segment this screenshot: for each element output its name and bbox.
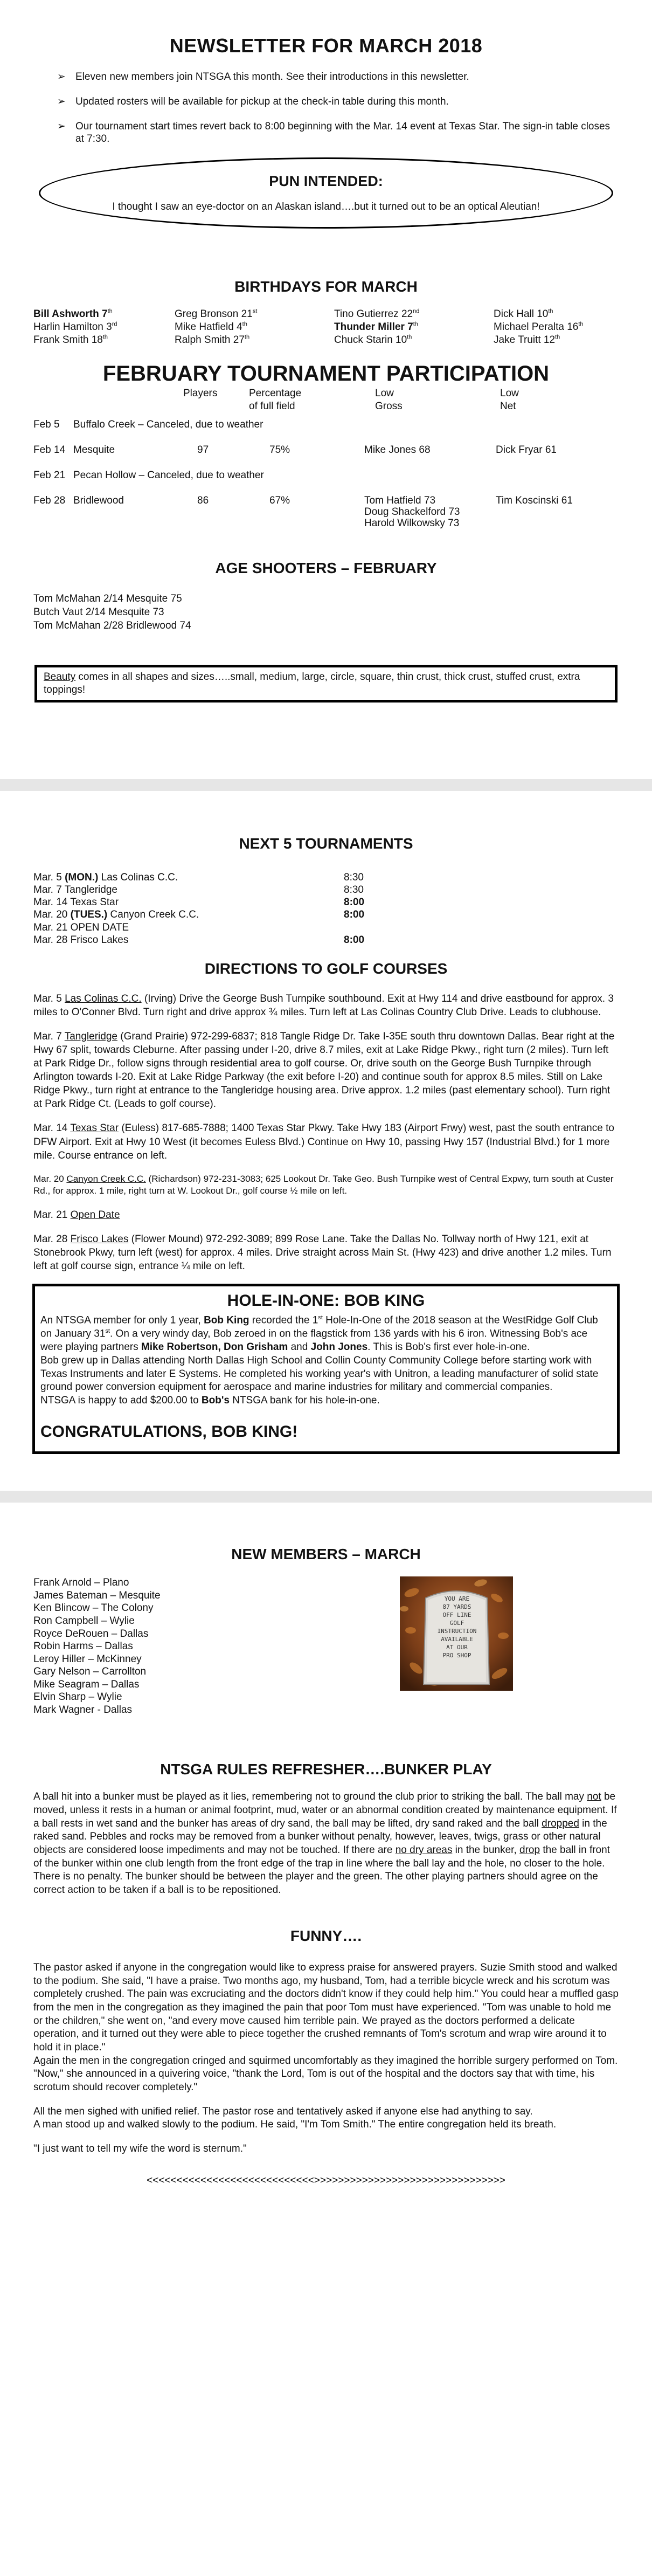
course-name: Canyon Creek C.C. — [66, 1173, 146, 1184]
schedule-day: (TUES.) — [70, 909, 108, 921]
birthday-name: Tino Gutierrez 22 — [334, 308, 413, 320]
row-date: Feb 14 — [33, 444, 66, 456]
birthday-entry — [33, 321, 175, 334]
row-date: Feb 21 — [33, 470, 66, 481]
sign-line: GOLF — [449, 1620, 464, 1627]
age-shooter-line: Butch Vaut 2/14 Mesquite 73 — [33, 606, 164, 618]
row-low-gross: Tom Hatfield 73 — [364, 495, 436, 507]
hole-in-one-para-3: NTSGA is happy to add $200.00 to Bob's NTSGA bank for his hole-in-one. — [40, 1395, 380, 1407]
sign-line: INSTRUCTION — [437, 1628, 477, 1635]
new-members-list — [33, 1576, 619, 1716]
row-course: Buffalo Creek – Canceled, due to weather — [73, 419, 263, 431]
hole-in-one-heading: HOLE-IN-ONE: BOB KING — [227, 1291, 425, 1310]
birthday-name: Chuck Starin 10 — [334, 334, 407, 346]
direction-item: Mar. 14 Texas Star (Euless) 817-685-7888; 1400 Texas Star Pkwy. Take Hwy 183 (Airport Frwy) west, past the south entrance to DFW Airport. Exit at Hwy 10 West (it becomes Euless Blvd.) Continue on Hwy 10, passing Hwy 157 (Industrial Blvd.) for 1 more mile. Course entrance on left. — [33, 1122, 614, 1161]
birthday-entry — [334, 321, 494, 334]
direction-item: Mar. 7 Tangleridge (Grand Prairie) 972-299-6837; 818 Tangle Ridge Dr. Take I-35E south thru downtown Dallas. Bear right at the Hwy 67 split, towards Cleburne. After passing under I-20, drive 8.7 miles, exit at Lake Ridge Pkwy., right turn (2 miles). Turn left at Park Ridge Dr., follow signs through residential area to golf course. Or, drive south on the George Bush Turnpike through Arlington towards I-20. Exit at Lake Ridge Parkway (the exit before I-20) and continue south for approx 8.5 miles. Still on Lake Ridge Pkwy., turn right at entrance to the Tangleridge housing area. Drive approx. 1.2 miles (past elementary school). Turn right at Park Ridge Ct. (Leads to golf course). — [33, 1031, 615, 1110]
birthday-suffix: th — [102, 334, 108, 341]
new-members-heading: NEW MEMBERS – MARCH — [231, 1546, 421, 1563]
birthday-entry — [334, 308, 494, 321]
birthday-name: Frank Smith 18 — [33, 334, 103, 346]
new-member: Elvin Sharp – Wylie — [33, 1691, 122, 1703]
arrow-bullet-icon: ➢ — [57, 71, 66, 82]
schedule-time: 8:30 — [344, 884, 364, 896]
schedule-event: Mar. 20 (TUES.) Canyon Creek C.C. — [33, 909, 199, 921]
pun-ellipse — [39, 157, 613, 229]
arrow-bullet-icon: ➢ — [57, 120, 66, 132]
age-shooter-line: Tom McMahan 2/14 Mesquite 75 — [33, 593, 182, 605]
participation-row — [33, 418, 619, 444]
funny-heading: FUNNY…. — [290, 1927, 362, 1944]
beauty-word: Beauty — [44, 671, 76, 683]
birthday-name: Jake Truitt 12 — [494, 334, 556, 346]
schedule-event: Mar. 7 Tangleridge — [33, 884, 117, 896]
birthday-name: Michael Peralta 16 — [494, 321, 579, 333]
age-shooters-heading: AGE SHOOTERS – FEBRUARY — [215, 560, 437, 577]
direction-item: Mar. 5 Las Colinas C.C. (Irving) Drive the George Bush Turnpike southbound. Exit at Hwy 114 and drive eastbound for approx. 3 miles to O'Conner Blvd. Turn right and drive approx ¾ miles. Turn left at Las Colinas Country Club Drive. Leads to clubhouse. — [33, 993, 614, 1018]
row-low-net: Dick Fryar 61 — [496, 444, 557, 456]
row-players: 86 — [197, 495, 209, 507]
schedule-event: Mar. 28 Frisco Lakes — [33, 934, 129, 946]
age-shooters-list — [33, 593, 619, 632]
funny-paragraph: "I just want to tell my wife the word is sternum." — [33, 2143, 247, 2155]
birthday-name: Mike Hatfield 4 — [175, 321, 242, 333]
schedule-time: 8:30 — [344, 871, 364, 883]
birthday-entry — [334, 334, 494, 347]
schedule-time — [344, 921, 452, 934]
emphasis: no dry areas — [395, 1844, 453, 1856]
birthday-entry — [175, 321, 334, 334]
announcement-item: ➢ Our tournament start times revert back to 8:00 beginning with the Mar. 14 event at Texas Star. The sign-in table closes at 7:30. — [57, 120, 611, 145]
schedule-time: 8:00 — [344, 909, 365, 921]
birthday-suffix: th — [548, 308, 553, 315]
row-low-gross: Mike Jones 68 — [364, 444, 431, 456]
birthday-name: Ralph Smith 27 — [175, 334, 245, 346]
new-member: James Bateman – Mesquite — [33, 1589, 161, 1601]
funny-paragraph: The pastor asked if anyone in the congregation would like to express praise for answered prayers. Suzie Smith stood and walked to the podium. She said, "I have a praise. Two months ago, my husband, Tom, had a terrible bicycle wreck and his scrotum was completely crushed. The pain was excruciating and the doctors didn't know if they could help him." You could hear a muffled gasp from the men in the congregation as they imagined the pain that poor Tom must have experienced. "Tom was unable to hold me or the children," she went on, "and every move caused him terrible pain. We prayed as the doctors performed a delicate operation, and it turned out they were able to piece together the crushed remnants of Tom's scrotum and wrap wire around it to hold it in place." Again the men in the congregation cringed and squirmed uncomfortably as they imagined the horrible surgery performed on Tom. "Now," she announced in a quivering voice, "thank the Lord, Tom is out of the hospital and the doctors say that with time, his scrotum should recover completely." — [33, 1961, 619, 2093]
next5-heading: NEXT 5 TOURNAMENTS — [239, 835, 413, 852]
low-gross-header: Low Gross — [375, 388, 403, 412]
birthday-suffix: st — [252, 308, 258, 315]
page-break — [0, 779, 652, 791]
new-members-section — [33, 1576, 619, 1760]
pun-text: I thought I saw an eye-doctor on an Alaskan island….but it turned out to be an optical Aleutian! — [112, 201, 540, 212]
new-member: Ron Campbell – Wylie — [33, 1615, 135, 1627]
new-member: Royce DeRouen – Dallas — [33, 1628, 149, 1640]
participation-heading: FEBRUARY TOURNAMENT PARTICIPATION — [102, 362, 550, 386]
pun-heading: PUN INTENDED: — [269, 173, 383, 190]
birthday-name: Greg Bronson 21 — [175, 308, 253, 320]
new-member: Robin Harms – Dallas — [33, 1641, 133, 1652]
closing-divider: <<<<<<<<<<<<<<<<<<<<<<<<<<<<>>>>>>>>>>>>>>>>>>>>>>>>>>>>>>>> — [147, 2174, 505, 2186]
new-member: Mark Wagner - Dallas — [33, 1704, 133, 1716]
low-net-header: Low Net — [500, 388, 519, 412]
birthday-suffix: th — [242, 321, 247, 328]
new-member: Ken Blincow – The Colony — [33, 1602, 154, 1614]
row-course: Mesquite — [73, 444, 115, 456]
birthday-suffix: th — [413, 321, 418, 328]
page-break — [0, 1491, 652, 1503]
course-name: Tangleridge — [64, 1031, 117, 1042]
rules-refresher-section — [33, 1790, 619, 1897]
sign-line: AVAILABLE — [441, 1636, 473, 1643]
schedule-event: Mar. 21 OPEN DATE — [33, 921, 129, 933]
birthday-suffix: nd — [413, 308, 420, 315]
golf-sign-photo — [400, 1576, 513, 1691]
hole-in-one-para-1: An NTSGA member for only 1 year, Bob King recorded the 1st Hole-In-One of the 2018 season at the WestRidge Golf Club on January 31st. On a very windy day, Bob zeroed in on the flagstick from 136 yards with his 6 iron. Witnessing Bob's ace were playing partners Mike Robertson, Don Grisham and John Jones. This is Bob's first ever hole-in-one. — [40, 1314, 598, 1353]
birthday-entry — [175, 308, 334, 321]
birthday-name: Bill Ashworth 7 — [33, 308, 108, 320]
schedule-time: 8:00 — [344, 934, 365, 946]
new-member: Leroy Hiller – McKinney — [33, 1653, 142, 1665]
row-percent: 75% — [269, 444, 290, 456]
new-member: Mike Seagram – Dallas — [33, 1678, 140, 1690]
funny-paragraph: All the men sighed with unified relief. The pastor rose and tentatively asked if anyone else had anything to say. A man stood up and walked slowly to the podium. He said, "I'm Tom Smith." The entire congregation held its breath. — [33, 2105, 557, 2131]
age-shooter-line: Tom McMahan 2/28 Bridlewood 74 — [33, 619, 191, 631]
sign-line: AT OUR — [446, 1644, 468, 1651]
row-course: Pecan Hollow – Canceled, due to weather — [73, 470, 264, 481]
row-players: 97 — [197, 444, 209, 456]
participation-row — [33, 444, 619, 469]
schedule-event: Mar. 5 (MON.) Las Colinas C.C. — [33, 871, 178, 883]
row-date: Feb 5 — [33, 419, 60, 431]
schedule-day: (MON.) — [65, 871, 99, 883]
schedule-event: Mar. 14 Texas Star — [33, 897, 119, 908]
new-member: Gary Nelson – Carrollton — [33, 1666, 147, 1678]
birthday-entry — [175, 334, 334, 347]
birthday-suffix: rd — [112, 321, 117, 328]
direction-item: Mar. 20 Canyon Creek C.C. (Richardson) 972-231-3083; 625 Lookout Dr. Take Geo. Bush Turnpike west of Central Expwy, turn south at Custer Rd., for approx. 1 mile, right turn at W. Lookout Dr., golf course ½ mile on left. — [33, 1173, 614, 1196]
participation-row — [33, 494, 619, 542]
hole-in-one-box — [32, 1284, 620, 1454]
participation-header — [33, 387, 619, 418]
golf-sign-text — [428, 1595, 486, 1659]
birthday-suffix: th — [555, 334, 560, 341]
course-name: Frisco Lakes — [70, 1233, 129, 1245]
birthday-entry — [33, 308, 175, 321]
sign-line: PRO SHOP — [442, 1652, 471, 1659]
birthday-suffix: th — [578, 321, 584, 328]
players-header: Players — [183, 388, 218, 400]
row-percent: 67% — [269, 495, 290, 507]
sign-line: 87 YARDS — [442, 1603, 471, 1611]
birthday-suffix: th — [407, 334, 412, 341]
row-low-net: Tim Koscinski 61 — [496, 495, 573, 507]
announcement-list — [57, 71, 619, 146]
hole-in-one-para-2: Bob grew up in Dallas attending North Dallas High School and Collin County Community College before starting work with Texas Instruments and later E Systems. He completed his working year's with Unitron, a leading manufacturer of solid state ground power conversion equipment for aerospace and marine industries for military and commercial companies. — [40, 1355, 599, 1393]
birthday-suffix: th — [244, 334, 250, 341]
congratulations-text: CONGRATULATIONS, BOB KING! — [40, 1422, 298, 1441]
row-low-gross: Harold Wilkowsky 73 — [364, 518, 460, 529]
birthdays-grid — [33, 308, 619, 346]
birthday-name: Harlin Hamilton 3 — [33, 321, 112, 333]
arrow-bullet-icon: ➢ — [57, 95, 66, 107]
rules-refresher-heading: NTSGA RULES REFRESHER….BUNKER PLAY — [160, 1761, 492, 1778]
participation-row — [33, 469, 619, 494]
emphasis: drop — [519, 1844, 540, 1856]
direction-item: Mar. 21 Open Date — [33, 1209, 120, 1221]
rules-refresher-text: A ball hit into a bunker must be played as it lies, remembering not to ground the club prior to striking the ball. The ball may not be moved, unless it rests in a human or animal footprint, mud, water or an abnormal condition created by maintenance equipment. If a ball rests in wet sand and the bunker has areas of dry sand, the ball may be lifted, dry sand raked and the ball dropped in the raked sand. Pebbles and rocks may be removed from a bunker without penalty, however, leaves, twigs, grass or other natural objects are considered loose impediments and may not be touched. If there are no dry areas in the bunker, drop the ball in front of the bunker within one club length from the front edge of the trap in line where the ball lay and the hole, no closer to the hole. There is no penalty. The bunker should be between the player and the green. The other playing partners should agree on the correct action to be taken if a ball is to be repositioned. — [33, 1791, 617, 1896]
beauty-text: comes in all shapes and sizes…..small, medium, large, circle, square, thin crust, thick crust, stuffed crust, extra toppings! — [44, 671, 580, 696]
beauty-box — [34, 665, 618, 702]
birthday-entry — [33, 334, 175, 347]
birthday-entry — [494, 334, 623, 347]
course-name: Las Colinas C.C. — [65, 993, 142, 1004]
birthday-entry — [494, 321, 623, 334]
sign-line: OFF LINE — [442, 1611, 471, 1619]
announcement-item: ➢ Eleven new members join NTSGA this month. See their introductions in this newsletter. — [57, 71, 469, 82]
directions-list — [33, 992, 619, 1273]
schedule-time: 8:00 — [344, 897, 365, 908]
directions-heading: DIRECTIONS TO GOLF COURSES — [204, 960, 448, 977]
birthday-suffix: th — [107, 308, 113, 315]
birthdays-heading: BIRTHDAYS FOR MARCH — [234, 278, 418, 295]
newsletter-title: NEWSLETTER FOR MARCH 2018 — [169, 35, 483, 57]
percent-header: Percentage of full field — [249, 388, 302, 412]
new-member: Frank Arnold – Plano — [33, 1577, 129, 1589]
announcement-item: ➢ Updated rosters will be available for pickup at the check-in table during this month. — [57, 95, 449, 107]
course-name: Texas Star — [70, 1122, 119, 1134]
emphasis: dropped — [542, 1817, 579, 1829]
row-course: Bridlewood — [73, 495, 124, 507]
next5-schedule — [33, 871, 619, 946]
emphasis: not — [587, 1791, 601, 1803]
funny-section — [33, 1961, 619, 2156]
birthday-name: Thunder Miller 7 — [334, 321, 413, 333]
birthday-entry — [494, 308, 623, 321]
row-date: Feb 28 — [33, 495, 66, 507]
direction-item: Mar. 28 Frisco Lakes (Flower Mound) 972-292-3089; 899 Rose Lane. Take the Dallas No. Tollway north of Hwy 121, exit at Stonebrook Pkwy, turn left (west) for approx. 4 miles. Drive straight across Main St. (Hwy 423) and drive another 1.2 miles. Turn left at golf course sign, entrance ¼ mile on left. — [33, 1233, 612, 1272]
birthday-name: Dick Hall 10 — [494, 308, 549, 320]
course-name: Open Date — [70, 1209, 120, 1221]
sign-line: YOU ARE — [444, 1595, 470, 1603]
row-low-gross: Doug Shackelford 73 — [364, 506, 460, 518]
participation-rows — [33, 418, 619, 542]
